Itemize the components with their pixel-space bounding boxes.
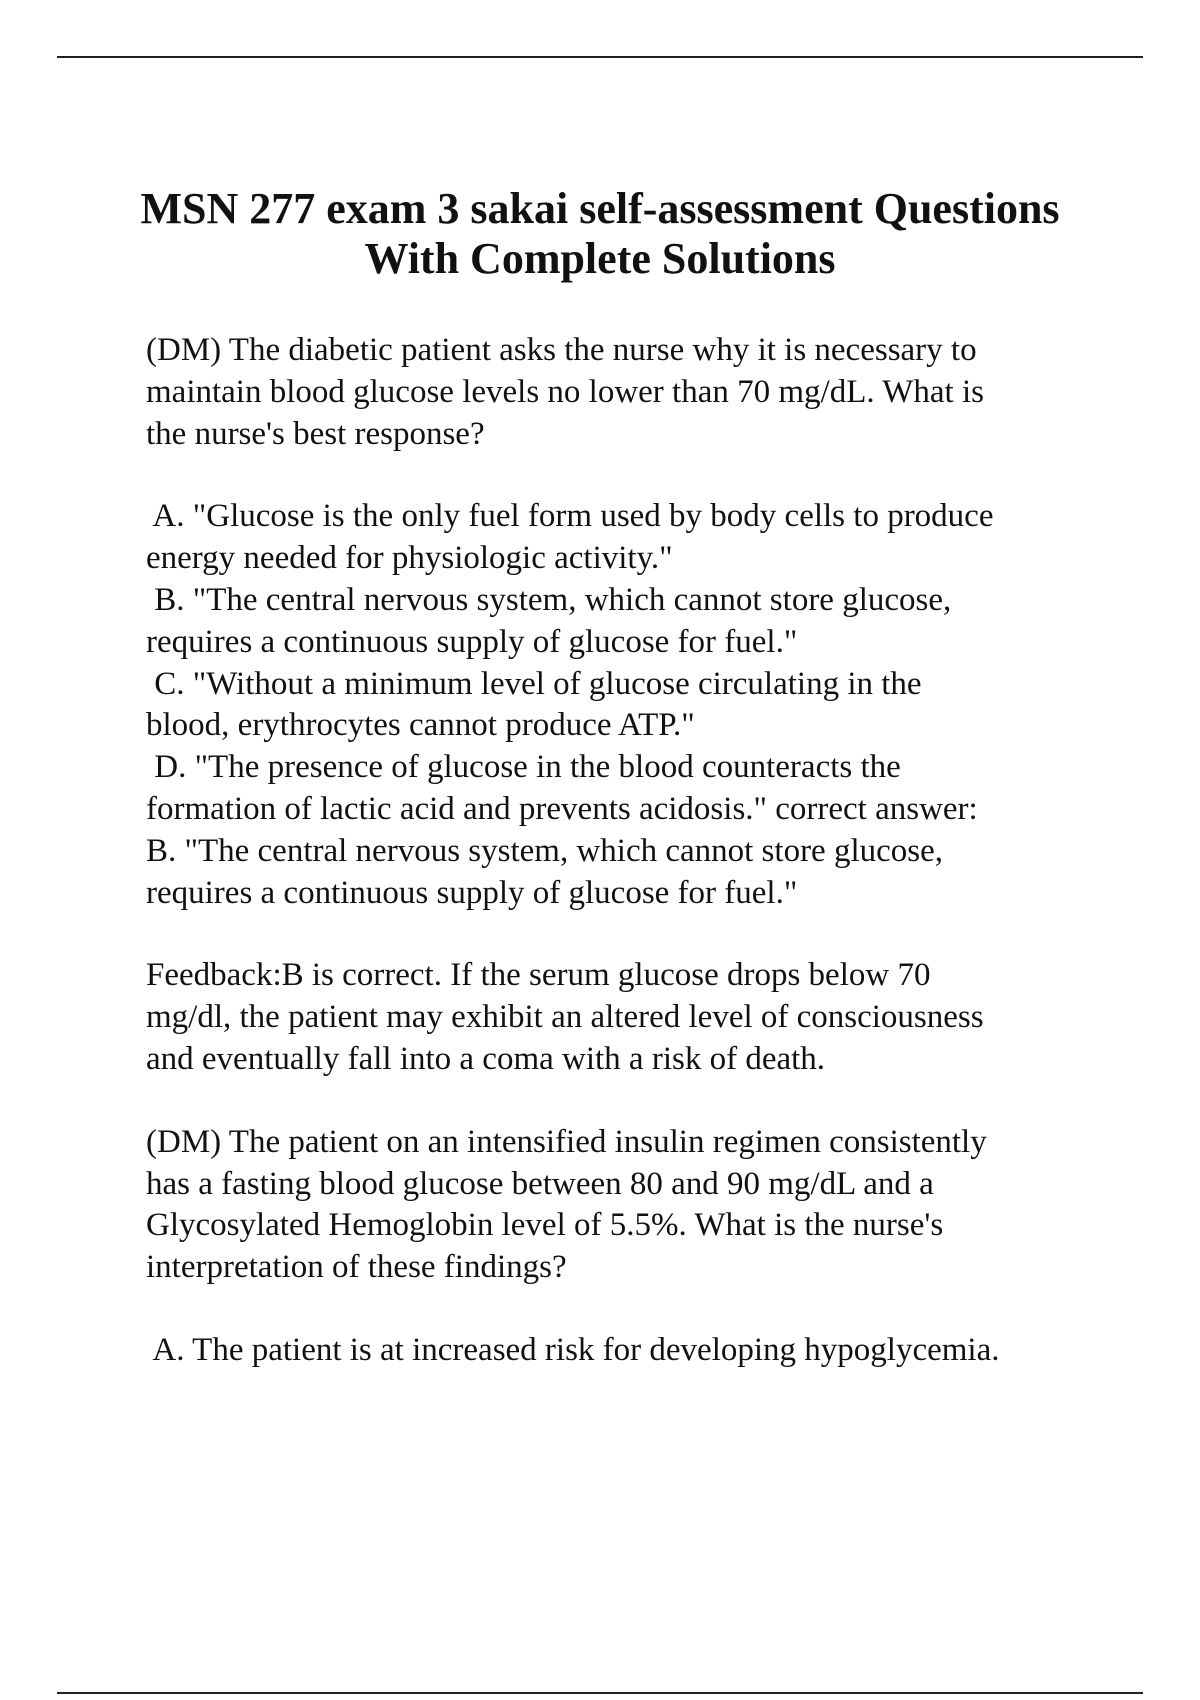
option-line: D. "The presence of glucose in the blood counteracts the bbox=[146, 749, 901, 786]
title-line-2: With Complete Solutions bbox=[364, 234, 836, 283]
correct-answer-line: requires a continuous supply of glucose for fuel." bbox=[146, 874, 798, 911]
footer-rule bbox=[57, 1692, 1143, 1694]
header-rule bbox=[57, 56, 1143, 58]
document-body bbox=[146, 330, 1146, 1372]
title-line-1: MSN 277 exam 3 sakai self-assessment Questions bbox=[140, 184, 1060, 233]
option-line: C. "Without a minimum level of glucose circulating in the bbox=[146, 665, 922, 702]
question-1-options bbox=[146, 496, 1146, 914]
text-line: interpretation of these findings? bbox=[146, 1249, 567, 1286]
question-1 bbox=[146, 330, 1146, 1081]
text-line: (DM) The diabetic patient asks the nurse why it is necessary to bbox=[146, 332, 977, 368]
feedback-line: Feedback:B is correct. If the serum glucose drops below 70 bbox=[146, 957, 931, 994]
text-line: Glycosylated Hemoglobin level of 5.5%. What is the nurse's bbox=[146, 1207, 944, 1244]
question-2 bbox=[146, 1122, 1146, 1372]
question-2-options bbox=[146, 1330, 1146, 1372]
feedback-line: mg/dl, the patient may exhibit an altered level of consciousness bbox=[146, 999, 984, 1036]
text-line: the nurse's best response? bbox=[146, 415, 485, 452]
document-title bbox=[100, 184, 1100, 284]
text-line: has a fasting blood glucose between 80 and 90 mg/dL and a bbox=[146, 1165, 934, 1202]
text-line: (DM) The patient on an intensified insulin regimen consistently bbox=[146, 1123, 987, 1160]
option-line: B. "The central nervous system, which cannot store glucose, bbox=[146, 581, 952, 618]
correct-answer-line: B. "The central nervous system, which cannot store glucose, bbox=[146, 832, 944, 869]
question-1-stem bbox=[146, 330, 1146, 455]
option-line: A. "Glucose is the only fuel form used by body cells to produce bbox=[146, 498, 994, 535]
option-line: energy needed for physiologic activity." bbox=[146, 540, 673, 577]
option-line: A. The patient is at increased risk for developing hypoglycemia. bbox=[146, 1331, 1000, 1368]
option-line: blood, erythrocytes cannot produce ATP." bbox=[146, 707, 695, 744]
option-line: requires a continuous supply of glucose for fuel." bbox=[146, 623, 798, 660]
feedback-line: and eventually fall into a coma with a risk of death. bbox=[146, 1040, 826, 1077]
question-1-feedback bbox=[146, 955, 1146, 1080]
option-line: formation of lactic acid and prevents acidosis." correct answer: bbox=[146, 790, 978, 827]
question-2-stem bbox=[146, 1122, 1146, 1289]
text-line: maintain blood glucose levels no lower than 70 mg/dL. What is bbox=[146, 373, 984, 410]
